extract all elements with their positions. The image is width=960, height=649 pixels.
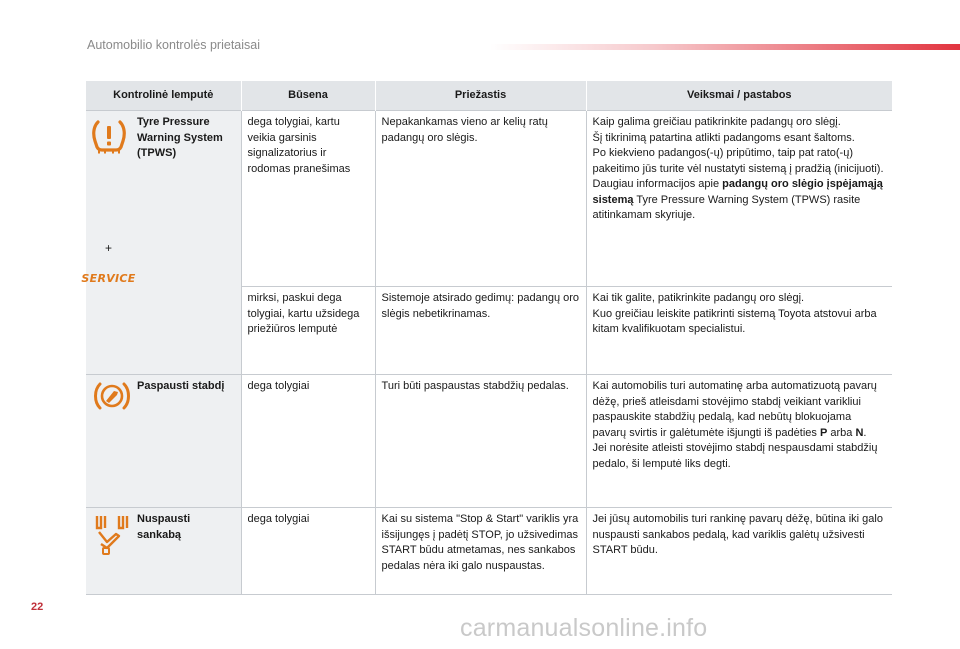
page-header-title: Automobilio kontrolės prietaisai xyxy=(87,38,261,52)
clutch-action: Jei jūsų automobilis turi rankinę pavarų dėžę, būtina iki galo nuspausti sankabos pedalą, kad variklis galėtų užsivesti START būdu. xyxy=(586,508,892,595)
tpws-name: Tyre Pressure Warning System (TPWS) xyxy=(131,111,241,375)
brake-icon-cell xyxy=(86,375,131,508)
tpws-state-2: mirksi, paskui dega tolygiai, kartu užsidega priežiūros lemputė xyxy=(241,287,375,375)
clutch-cause: Kai su sistema "Stop & Start" variklis yra išsijungęs į padėtį STOP, jo užsivedimas START būdu atmetamas, nes sankabos pedalas nėra iki galo nuspaustas. xyxy=(375,508,586,595)
column-header-warning-light: Kontrolinė lemputė xyxy=(86,81,241,111)
tpws-action-line: Kaip galima greičiau patikrinkite padangų oro slėgį. xyxy=(592,116,841,128)
gear-p: P xyxy=(819,426,828,439)
brake-cause: Turi būti paspaustas stabdžių pedalas. xyxy=(375,375,586,508)
watermark: carmanualsonline.info xyxy=(460,614,708,642)
column-header-state: Būsena xyxy=(241,81,375,111)
tpws-state-1: dega tolygiai, kartu veikia garsinis signalizatorius ir rodomas pranešimas xyxy=(241,111,375,287)
header-accent-bar xyxy=(490,44,960,50)
page-number: 22 xyxy=(31,601,44,613)
plus-sign: + xyxy=(105,241,113,255)
brake-action-text: arba xyxy=(827,426,856,439)
brake-action xyxy=(586,375,892,508)
clutch-state: dega tolygiai xyxy=(241,508,375,595)
tpws-icon-cell xyxy=(81,111,136,375)
tpws-action-line: Šį tikrinimą patartina atlikti padangoms esant šaltoms. xyxy=(592,131,855,144)
brake-action-p2: Jei norėsite atleisti stovėjimo stabdį nespausdami stabdžių pedalo, ši lemputė liks degti. xyxy=(592,442,878,470)
tpws-more-info xyxy=(593,177,887,224)
tpws-action-1 xyxy=(586,111,892,287)
tire-pressure-warning-icon xyxy=(90,117,128,161)
tpws-action-line: Kai tik galite, patikrinkite padangų oro slėgį. xyxy=(592,292,805,304)
tpws-action-line: Kuo greičiau leiskite patikrinti sistemą Toyota atstovui arba kitam kvalifikuotam specialistui. xyxy=(592,307,877,335)
clutch-name: Nuspausti sankabą xyxy=(131,508,241,595)
warning-lights-table xyxy=(81,81,892,595)
tpws-action-line: Po kiekvieno padangos(-ų) pripūtimo, taip pat rato(-ų) pakeitimo jūs turite vėl nustatyti sistemą į pradžią (inicijuoti). xyxy=(592,147,884,175)
table-header-row xyxy=(86,81,892,111)
brake-action-text: Kai automobilis turi automatinę arba automatizuotą pavarų dėžę, prieš atleisdami stovėjimo stabdį veikiant varikliui paspauskite stabdžių pedalą, kad nebūtų blokuojama pavarų svirtis ir galėtumėte išjungti iš padėties xyxy=(592,380,877,439)
gear-n: N xyxy=(855,426,864,439)
more-info-prefix: Daugiau informacijos apie xyxy=(592,178,723,190)
table-row xyxy=(86,375,892,508)
clutch-pedal-icon xyxy=(92,547,132,559)
more-info-suffix: Tyre Pressure Warning System (TPWS) rasite atitinkamam skyriuje. xyxy=(592,193,861,221)
clutch-icon-cell xyxy=(86,508,131,595)
foot-on-brake-icon xyxy=(92,404,132,416)
brake-action-text: . xyxy=(863,426,867,439)
brake-state: dega tolygiai xyxy=(241,375,375,508)
service-warning-icon: SERVICE xyxy=(81,271,136,285)
table-row xyxy=(86,111,892,287)
column-header-actions: Veiksmai / pastabos xyxy=(586,81,892,111)
brake-action-p1 xyxy=(593,379,887,441)
column-header-cause: Priežastis xyxy=(375,81,586,111)
brake-name: Paspausti stabdį xyxy=(131,375,241,508)
tpws-cause-2: Sistemoje atsirado gedimų: padangų oro slėgis nebetikrinamas. xyxy=(375,287,586,375)
more-info-bold: padangų oro slėgio įspėjamąją sistemą xyxy=(592,178,883,206)
table-row xyxy=(86,508,892,595)
tpws-cause-1: Nepakankamas vieno ar kelių ratų padangų oro slėgis. xyxy=(375,111,586,287)
tpws-action-2 xyxy=(586,287,892,375)
